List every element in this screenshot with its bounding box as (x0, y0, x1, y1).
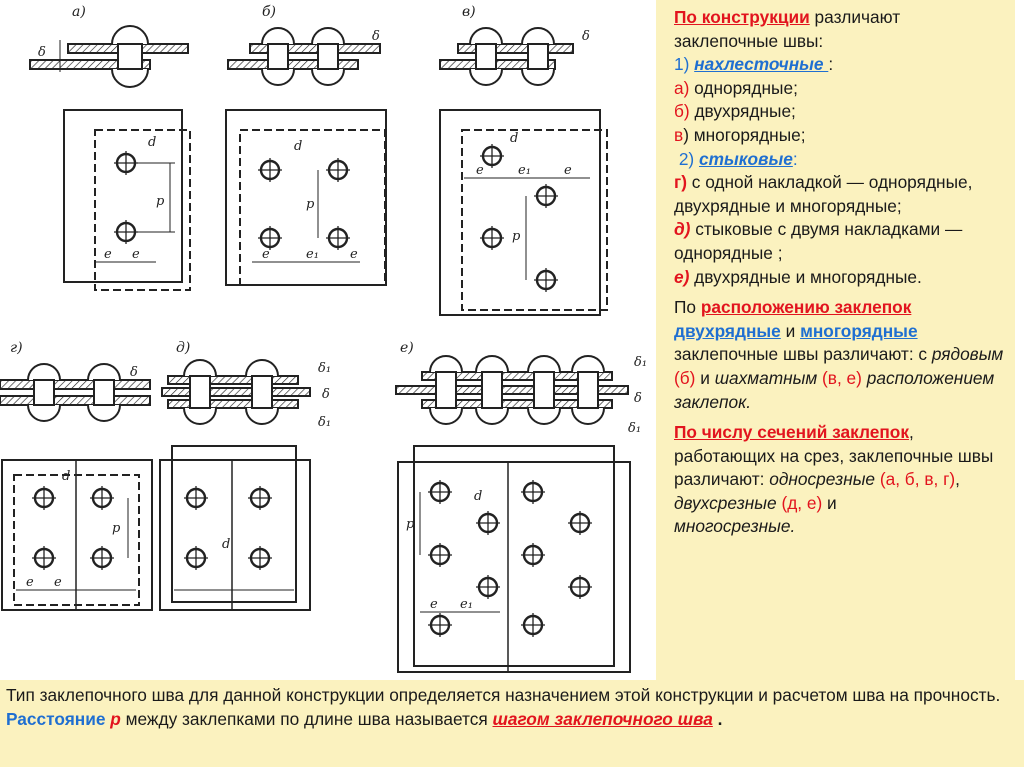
term-staggered: шахматным (714, 367, 823, 388)
term-two-row: двухрядные (674, 320, 781, 341)
marker-1: 1) (674, 54, 695, 75)
dim-e-e: e (430, 597, 438, 612)
term-pitch: шагом заклепочного шва (492, 709, 713, 729)
marker-v: в (674, 124, 684, 145)
term-butt: стыковые (698, 148, 793, 169)
text-segment: : (828, 54, 834, 75)
dim-e-a1: e (104, 247, 112, 262)
dim-d-b: d (294, 139, 303, 154)
marker-g: г) (674, 172, 687, 193)
text-segment: . (712, 709, 723, 729)
dim-p-e: p (406, 517, 415, 532)
term-multi-row: многорядные (800, 320, 918, 341)
item-e: двухрядные и многорядные. (689, 266, 922, 287)
item-d: стыковые с двумя накладками — однорядные ; (674, 219, 963, 263)
text-segment: различают заклепочные швы: (674, 7, 901, 51)
label-v: в) (462, 4, 476, 20)
dim-delta-e: δ (634, 391, 642, 406)
marker-2: 2) (678, 148, 699, 169)
dim-delta-b: δ (372, 29, 380, 44)
dim-delta1-e2: δ₁ (628, 421, 642, 436)
paragraph-sections (674, 421, 1009, 539)
text-segment: , (955, 469, 960, 490)
ref-ve: (в, е) (822, 367, 862, 388)
ref-b: (б) (674, 367, 696, 388)
footer-line-2 (6, 707, 1020, 731)
marker-a: а) (674, 77, 690, 98)
classification-panel (656, 0, 1015, 680)
text-segment: и (822, 492, 837, 513)
label-g: г) (10, 340, 23, 356)
dim-p-b: p (306, 197, 315, 212)
dim-p-a: p (156, 194, 165, 209)
ref-de: (д, е) (781, 492, 823, 513)
ref-abvg: (а, б, в, г) (879, 469, 956, 490)
item-g: с одной накладкой — однорядные, двухрядные и многорядные; (674, 172, 973, 216)
dim-delta1-e: δ₁ (634, 355, 648, 370)
text-segment: : (792, 148, 798, 169)
marker-b: б) (674, 101, 690, 122)
dim-delta-d: δ (322, 387, 330, 402)
label-d: д) (176, 340, 191, 356)
dim-delta-v: δ (582, 29, 590, 44)
marker-e: е) (674, 266, 690, 287)
text-segment: , работающих на срез, заклепочные швы различают: (674, 422, 994, 490)
term-distance: Расстояние (6, 709, 111, 729)
marker-d: д) (674, 219, 691, 240)
text-segment: и (695, 367, 715, 388)
dim-e-g2: e (54, 575, 62, 590)
dim-e1-v: e₁ (518, 163, 531, 178)
text-segment: и (780, 320, 801, 341)
dim-d-g: d (62, 469, 71, 484)
text-segment: заклепочные швы различают: с (674, 344, 932, 365)
heading-sections: По числу сечений заклепок (674, 422, 909, 443)
dim-d-v: d (510, 131, 519, 146)
dim-d-d: d (222, 537, 231, 552)
heading-construction: По конструкции (674, 7, 810, 27)
paragraph-arrangement (674, 296, 1009, 414)
dim-delta-a: δ (38, 45, 46, 60)
term-p: р (110, 709, 121, 729)
dim-delta1-d: δ₁ (318, 361, 332, 376)
term-single-shear: односрезные (769, 469, 880, 490)
paragraph-construction (674, 6, 1009, 289)
term-double-shear: двухсрезные (674, 492, 782, 513)
dim-e-a2: e (132, 247, 140, 262)
dim-p-g: p (112, 521, 121, 536)
dim-e-b1: e (262, 247, 270, 262)
dim-e1-e: e₁ (460, 597, 473, 612)
heading-arrangement: расположению заклепок (700, 297, 912, 318)
item-v: ) многорядные; (683, 124, 806, 145)
dim-e1-b: e₁ (306, 247, 319, 262)
term-overlap: нахлесточные (694, 54, 829, 75)
term-row: рядовым (931, 344, 1004, 365)
item-a: однорядные; (689, 77, 798, 98)
dim-d-a: d (148, 135, 157, 150)
item-b: двухрядные; (689, 101, 796, 122)
dim-delta1-d2: δ₁ (318, 415, 332, 430)
dim-delta-g: δ (130, 365, 138, 380)
text-segment: между заклепками по длине шва называется (120, 709, 493, 729)
dim-e-b2: e (350, 247, 358, 262)
label-e: е) (400, 340, 414, 356)
dim-e-v1: e (476, 163, 484, 178)
dim-e-v2: e (564, 163, 572, 178)
text-segment: расположением заклепок. (674, 367, 995, 412)
label-b: б) (262, 4, 277, 20)
label-a: а) (72, 4, 86, 20)
term-multi-shear: многосрезные. (674, 516, 796, 537)
footer-text (0, 680, 1024, 767)
footer-line-1: Тип заклепочного шва для данной конструкции определяется назначением этой конструкции и расчетом шва на прочность. (6, 685, 1001, 705)
text-segment: По (674, 297, 701, 318)
dim-p-v: p (512, 229, 521, 244)
dim-d-e: d (474, 489, 483, 504)
dim-e-g1: e (26, 575, 34, 590)
